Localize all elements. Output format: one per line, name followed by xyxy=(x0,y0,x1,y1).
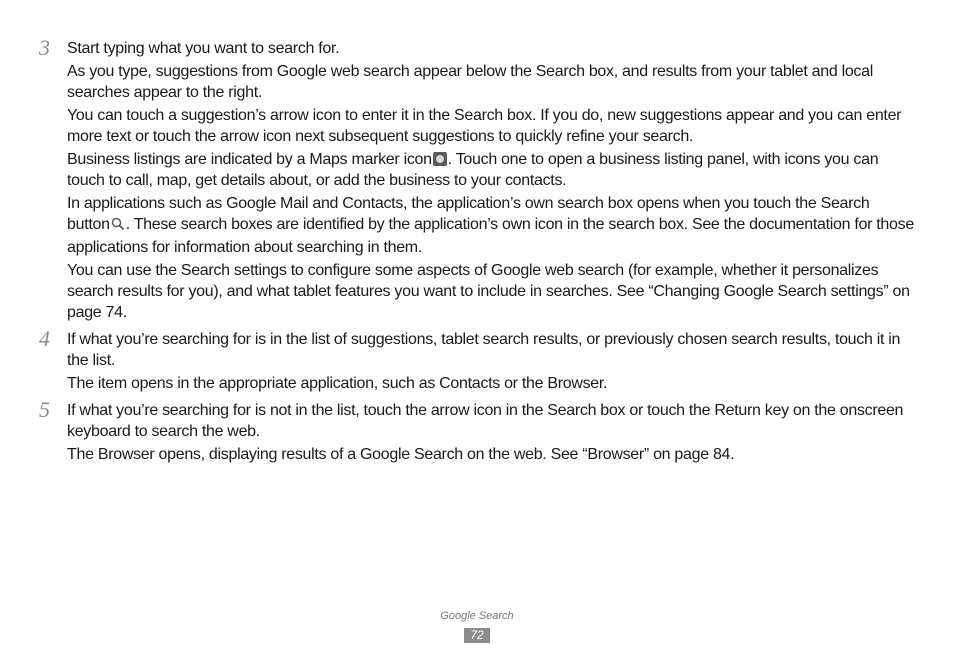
paragraph-text: . Touch one to open a business listing panel, with icons you can touch to call, map, get details about, or add the business to your contacts. xyxy=(67,151,879,189)
step-number: 4 xyxy=(39,326,50,351)
step-3 xyxy=(0,35,954,323)
step-paragraph: You can use the Search settings to configure some aspects of Google web search (for example, whether it personalizes search results for you), and what tablet features you want to include in searches. See “Changing Google Search settings” on page 74. xyxy=(67,262,910,321)
step-paragraph xyxy=(67,193,914,258)
document-body xyxy=(0,35,954,467)
step-4 xyxy=(0,326,954,394)
search-icon xyxy=(111,216,125,237)
paragraph-text: Business listings are indicated by a Maps marker icon xyxy=(67,151,432,168)
step-paragraph: You can touch a suggestion’s arrow icon to enter it in the Search box. If you do, new suggestions appear and you can enter more text or touch the arrow icon next subsequent suggestions to quickly refine your search. xyxy=(67,107,902,145)
step-instruction: If what you’re searching for is not in the list, touch the arrow icon in the Search box or touch the Return key on the onscreen keyboard to search the web. xyxy=(67,402,904,440)
footer-section-title: Google Search xyxy=(440,610,514,622)
step-instruction: Start typing what you want to search for. xyxy=(67,40,340,57)
maps-marker-icon xyxy=(433,152,447,166)
step-instruction: If what you’re searching for is in the list of suggestions, tablet search results, or previously chosen search results, touch it in the list. xyxy=(67,331,901,369)
step-number: 3 xyxy=(39,35,50,60)
step-paragraph: The Browser opens, displaying results of a Google Search on the web. See “Browser” on page 84. xyxy=(67,446,735,463)
step-number: 5 xyxy=(39,397,50,422)
step-paragraph: The item opens in the appropriate application, such as Contacts or the Browser. xyxy=(67,375,608,392)
step-paragraph xyxy=(67,149,914,191)
step-5 xyxy=(0,397,954,465)
step-paragraph: As you type, suggestions from Google web search appear below the Search box, and results from your tablet and local searches appear to the right. xyxy=(67,63,873,101)
page-number-badge: 72 xyxy=(464,628,490,643)
paragraph-text: . These search boxes are identified by the application’s own icon in the search box. See the documentation for those applications for information about searching in them. xyxy=(67,216,914,256)
paragraph-text: In applications such as Google Mail and Contacts, the application’s own search box opens when you touch the Search button xyxy=(67,195,870,233)
